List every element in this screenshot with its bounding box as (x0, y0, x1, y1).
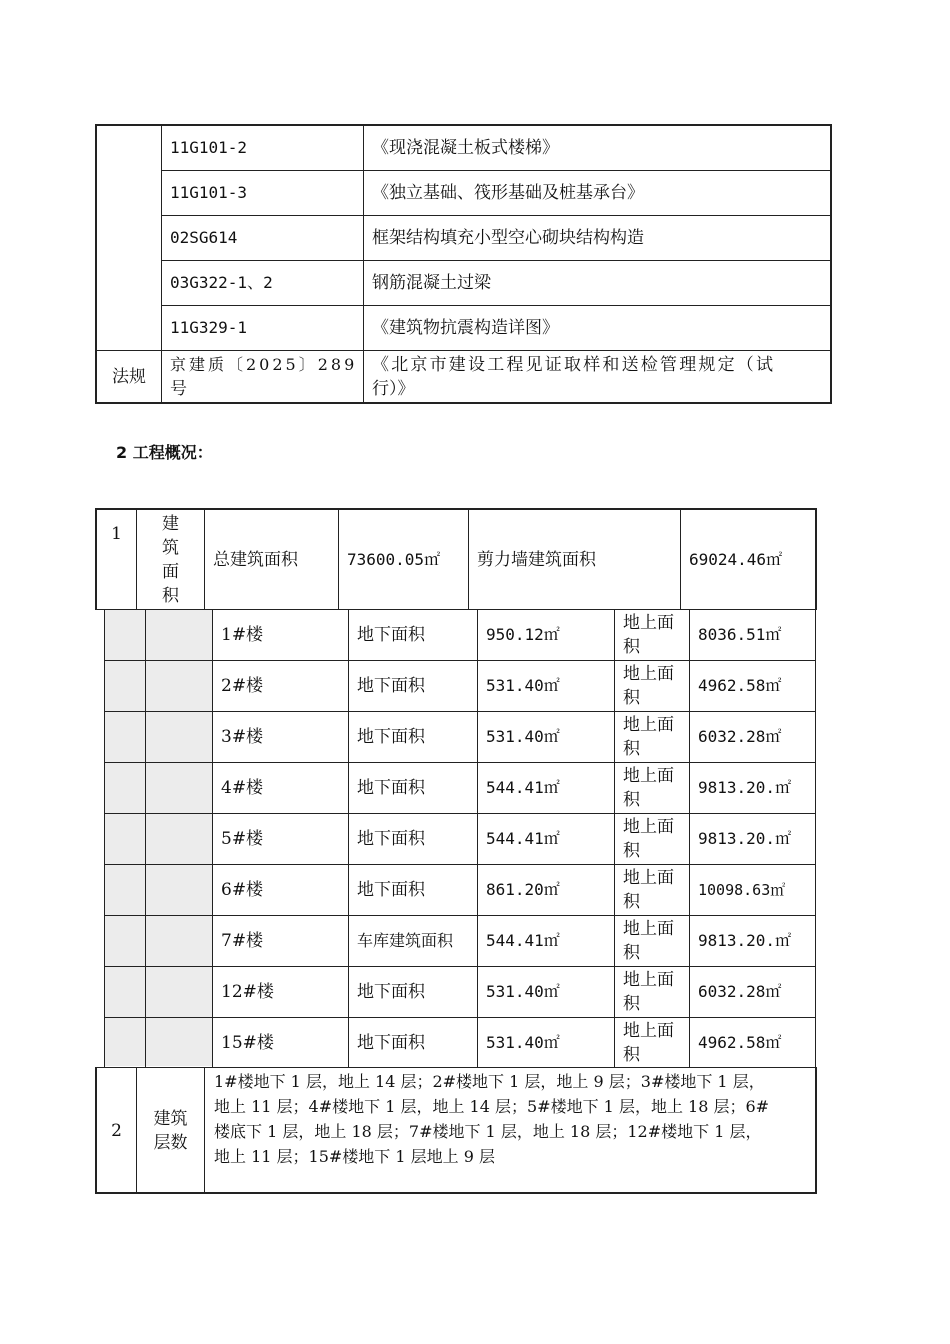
row-label-char: 积 (162, 585, 179, 606)
building-name: 6#楼 (221, 880, 264, 900)
row-label-line: 层数 (153, 1132, 188, 1153)
row-label-line: 建筑 (153, 1108, 188, 1129)
above-ground-label: 地上面积 (623, 613, 674, 657)
underground-value: 531.40㎡ (486, 727, 560, 746)
underground-value: 531.40㎡ (486, 1032, 560, 1052)
total-area-value: 73600.05㎡ (347, 549, 441, 569)
row-index: 2 (111, 1120, 122, 1141)
row-index: 1 (111, 524, 122, 544)
underground-label: 地下面积 (357, 982, 425, 1002)
underground-value: 531.40㎡ (486, 982, 560, 1001)
underground-value: 544.41㎡ (486, 829, 560, 848)
above-ground-value: 8036.51㎡ (698, 625, 782, 644)
row-label (137, 1069, 204, 1192)
standard-code: 11G329-1 (170, 318, 248, 337)
shear-wall-area-value: 69024.46㎡ (689, 549, 783, 569)
standard-code: 02SG614 (170, 228, 238, 247)
underground-label: 地下面积 (357, 778, 425, 798)
above-ground-value: 6032.28㎡ (698, 727, 782, 746)
building-name: 12#楼 (221, 982, 274, 1002)
row-label-char: 建 (162, 513, 179, 534)
law-category: 法规 (112, 366, 146, 387)
above-ground-label: 地上面积 (623, 868, 674, 912)
standard-title: 《独立基础、筏形基础及桩基承台》 (372, 183, 644, 203)
above-ground-label: 地上面积 (623, 1020, 674, 1065)
building-name: 2#楼 (221, 676, 264, 696)
section-heading: 2 工程概况： (116, 443, 213, 462)
standard-title: 《建筑物抗震构造详图》 (372, 318, 559, 338)
above-ground-value: 9813.20.㎡ (698, 829, 792, 848)
underground-value: 950.12㎡ (486, 625, 560, 644)
underground-value: 861.20㎡ (486, 880, 560, 899)
above-ground-value: 10098.63㎡ (698, 881, 786, 899)
law-code-line2: 号 (170, 378, 187, 399)
floor-count-text (214, 1069, 814, 1169)
floor-text-line: 楼底下 1 层，地上 18 层；7#楼地下 1 层，地上 18 层；12#楼地下 1 层， (214, 1122, 762, 1141)
building-name: 7#楼 (221, 931, 264, 951)
above-ground-label: 地上面积 (623, 919, 674, 963)
underground-value: 531.40㎡ (486, 676, 560, 695)
shear-wall-area-label: 剪力墙建筑面积 (477, 549, 596, 570)
building-name: 4#楼 (221, 778, 264, 798)
underground-value: 544.41㎡ (486, 778, 560, 797)
above-ground-value: 6032.28㎡ (698, 982, 782, 1001)
underground-label: 车库建筑面积 (357, 931, 454, 950)
building-name: 15#楼 (221, 1032, 274, 1053)
standard-code: 03G322-1、2 (170, 273, 273, 292)
above-ground-value: 4962.58㎡ (698, 1032, 782, 1052)
above-ground-value: 9813.20.㎡ (698, 931, 792, 950)
law-title-line2: 行）》 (372, 378, 415, 399)
underground-label: 地下面积 (357, 829, 425, 849)
standard-title: 《现浇混凝土板式楼梯》 (372, 138, 559, 158)
law-code (162, 351, 362, 402)
standard-code: 11G101-2 (170, 138, 248, 157)
floor-text-line: 地上 11 层；15#楼地下 1 层地上 9 层 (214, 1147, 496, 1166)
above-ground-label: 地上面积 (623, 766, 674, 810)
above-ground-label: 地上面积 (623, 664, 674, 708)
underground-value: 544.41㎡ (486, 931, 560, 950)
above-ground-label: 地上面积 (623, 817, 674, 861)
building-name: 1#楼 (221, 625, 264, 645)
underground-label: 地下面积 (357, 727, 425, 747)
above-ground-value: 9813.20.㎡ (698, 778, 792, 797)
above-ground-label: 地上面积 (623, 715, 674, 759)
above-ground-label: 地上面积 (623, 970, 674, 1014)
building-name: 5#楼 (221, 829, 264, 849)
standard-title: 钢筋混凝土过梁 (372, 273, 491, 293)
standard-title: 框架结构填充小型空心砌块结构构造 (372, 228, 644, 248)
underground-label: 地下面积 (357, 880, 425, 900)
law-title-line1: 《北京市建设工程见证取样和送检管理规定（试 (372, 354, 776, 375)
underground-label: 地下面积 (357, 1032, 425, 1053)
floor-text-line: 1#楼地下 1 层，地上 14 层；2#楼地下 1 层，地上 9 层；3#楼地下 1 层， (214, 1072, 765, 1091)
row-label (137, 510, 204, 609)
standard-code: 11G101-3 (170, 183, 248, 202)
underground-label: 地下面积 (357, 676, 425, 696)
above-ground-value: 4962.58㎡ (698, 676, 782, 695)
underground-label: 地下面积 (357, 625, 425, 645)
row-label-char: 筑 (162, 537, 179, 558)
total-area-label: 总建筑面积 (213, 549, 298, 570)
row-label-char: 面 (162, 561, 179, 582)
law-title (364, 351, 830, 402)
floor-text-line: 地上 11 层；4#楼地下 1 层，地上 14 层；5#楼地下 1 层，地上 18 层；6# (214, 1097, 770, 1116)
law-code-line1: 京建质〔2025〕289 (170, 354, 358, 374)
building-name: 3#楼 (221, 727, 264, 747)
